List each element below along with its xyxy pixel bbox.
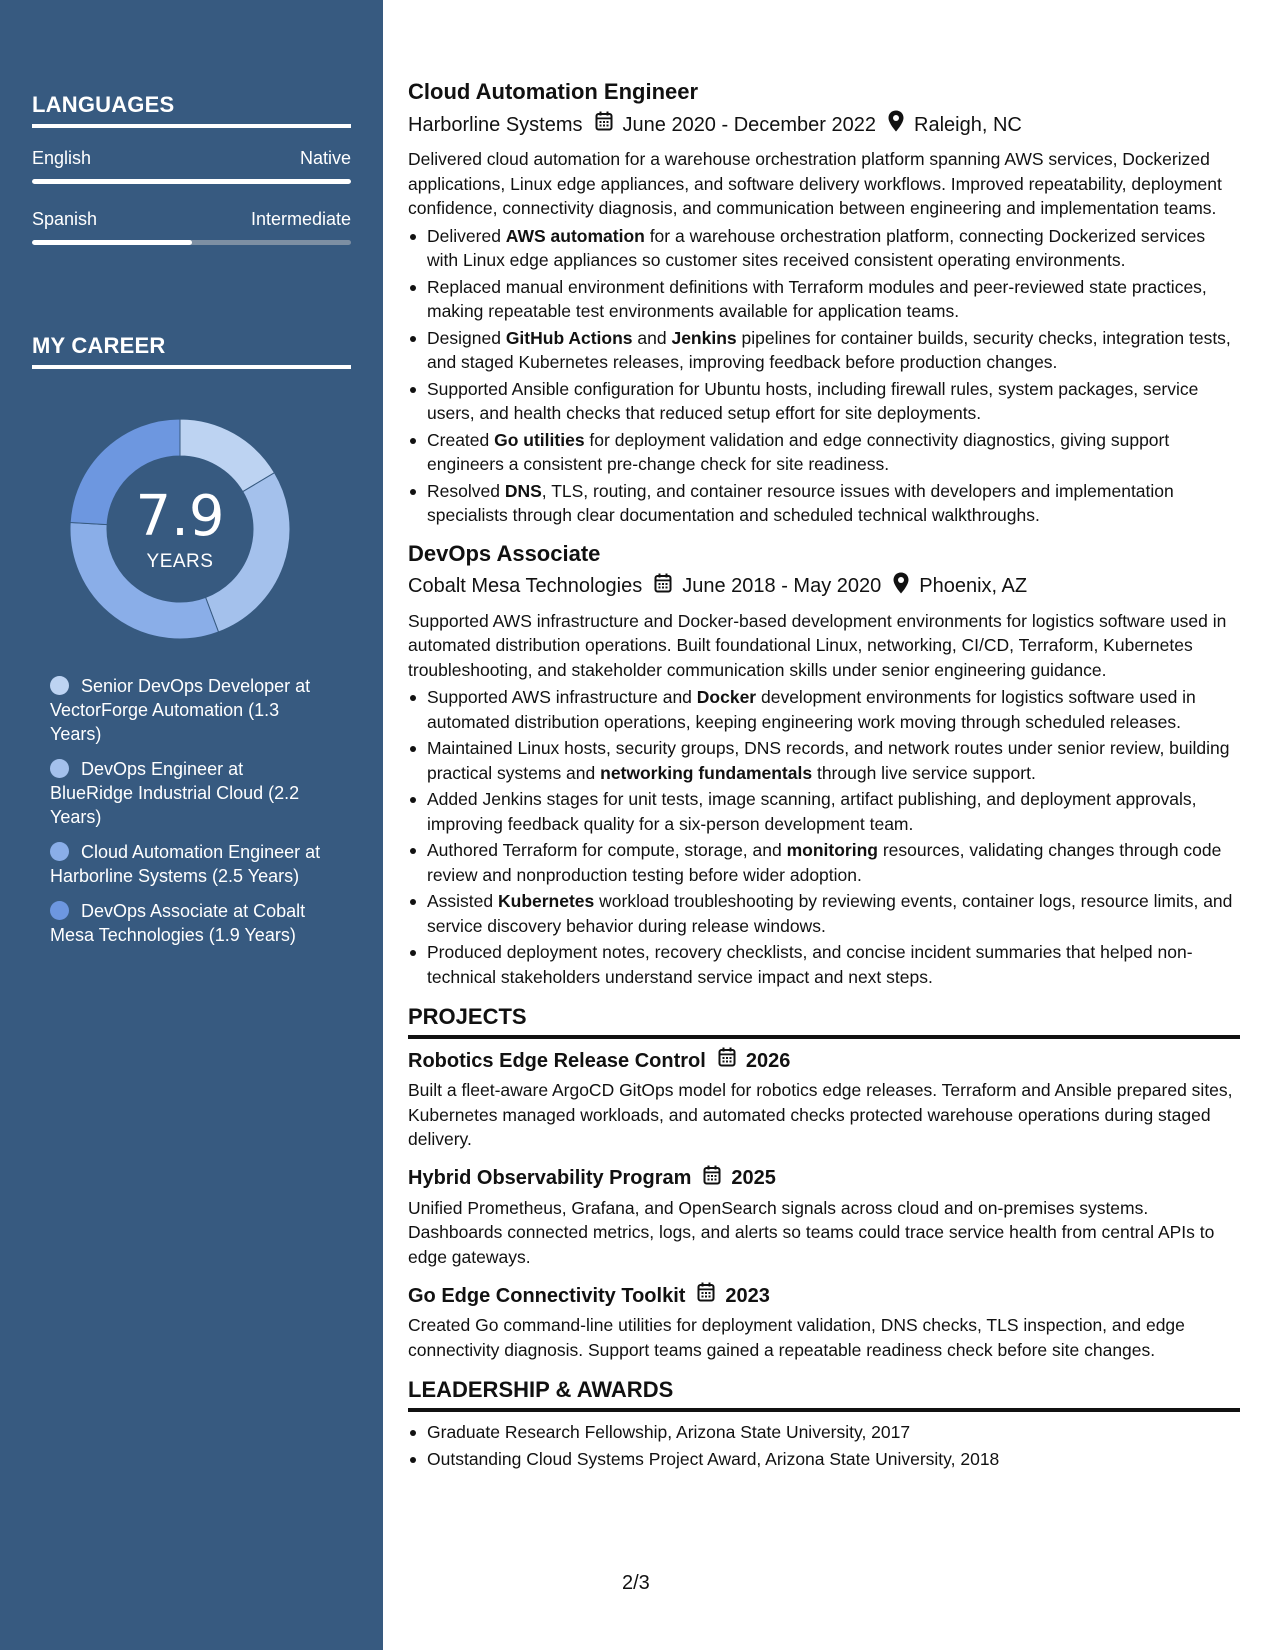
project-item	[408, 1165, 1240, 1270]
job-entry	[408, 540, 1240, 990]
language-item	[32, 148, 351, 184]
project-item	[408, 1282, 1240, 1362]
project-title: Hybrid Observability Program	[408, 1167, 692, 1189]
job-dates: June 2020 - December 2022	[622, 113, 877, 136]
calendar-icon	[697, 1282, 715, 1309]
projects-section	[408, 1003, 1240, 1362]
career-section	[32, 333, 351, 369]
leadership-item: Graduate Research Fellowship, Arizona State University, 2017	[408, 1420, 1240, 1445]
project-description: Created Go command-line utilities for deployment validation, DNS checks, TLS inspection, and edge connectivity diagnosis. Support teams gained a repeatable readiness check before site changes.	[408, 1315, 1185, 1360]
career-legend	[50, 674, 325, 958]
career-legend-item	[50, 757, 325, 829]
language-name: Spanish	[32, 209, 98, 229]
career-donut-chart	[65, 414, 295, 644]
job-bullet: Authored Terraform for compute, storage, and monitoring resources, validating changes through code review and nonproduction testing before wider adoption.	[408, 838, 1240, 887]
language-name: English	[32, 148, 92, 168]
project-year: 2026	[745, 1049, 791, 1072]
calendar-icon	[654, 573, 672, 600]
job-summary: Delivered cloud automation for a warehouse orchestration platform spanning AWS services, Dockerized applications, Linux edge appliances, and software delivery workflows. Improved repeatability, deployment confidence, connectivity diagnosis, and communication between engineering and implementation teams.	[408, 149, 1222, 218]
job-bullet: Assisted Kubernetes workload troubleshooting by reviewing events, container logs, resource limits, and service discovery behavior during release windows.	[408, 889, 1240, 938]
job-summary: Supported AWS infrastructure and Docker-based development environments for logistics software used in automated distribution operations. Built foundational Linux, networking, CI/CD, Terraform, Kubernetes troubleshooting, and stakeholder communication skills under senior engineering guidance.	[408, 610, 1227, 680]
job-bullet: Replaced manual environment definitions with Terraform modules and peer-reviewed state practices, making repeatable test environments available for application teams.	[408, 275, 1240, 324]
project-title-row	[408, 1047, 1240, 1074]
job-title: DevOps Associate	[408, 540, 601, 566]
job-bullets	[408, 685, 1240, 989]
project-year: 2025	[731, 1167, 776, 1189]
project-item	[408, 1047, 1240, 1152]
language-proficiency-fill	[32, 240, 192, 245]
page-number: 2/3	[622, 1572, 650, 1594]
legend-dot-icon	[50, 842, 69, 861]
job-bullet: Produced deployment notes, recovery checklists, and concise incident summaries that helped non-technical stakeholders understand service impact and next steps.	[408, 940, 1240, 989]
job-bullet: Created Go utilities for deployment validation and edge connectivity diagnostics, giving support engineers a consistent pre-change check for site readiness.	[408, 428, 1240, 477]
sidebar	[0, 0, 383, 1650]
leadership-list	[408, 1420, 1240, 1471]
career-legend-label: DevOps Associate at Cobalt Mesa Technologies (1.9 Years)	[50, 901, 306, 945]
career-legend-item	[50, 840, 325, 888]
project-title-row	[408, 1282, 1240, 1309]
career-heading: MY CAREER	[32, 333, 351, 369]
job-dates: June 2018 - May 2020	[682, 575, 882, 597]
job-bullet: Supported AWS infrastructure and Docker development environments for logistics software used in automated distribution operations, keeping engineering work moving through scheduled releases.	[408, 685, 1240, 734]
map-pin-icon	[893, 572, 909, 601]
project-description: Built a fleet-aware ArgoCD GitOps model for robotics edge releases. Terraform and Ansible prepared sites, Kubernetes managed workloads, and automated checks protected warehouse operations during staged delivery.	[408, 1080, 1233, 1149]
projects-heading: PROJECTS	[408, 1003, 1240, 1039]
job-title: Cloud Automation Engineer	[408, 79, 699, 104]
language-level: Native	[299, 148, 351, 168]
map-pin-icon	[888, 110, 904, 139]
project-description: Unified Prometheus, Grafana, and OpenSearch signals across cloud and on-premises systems. Dashboards connected metrics, logs, and alerts so teams could trace service health from central APIs to edge gateways.	[408, 1197, 1215, 1267]
job-company: Cobalt Mesa Technologies	[408, 575, 643, 597]
calendar-icon	[703, 1165, 721, 1192]
language-level: Intermediate	[250, 209, 351, 229]
project-title-row	[408, 1165, 1240, 1192]
language-proficiency-fill	[32, 179, 351, 184]
job-bullet: Delivered AWS automation for a warehouse orchestration platform, connecting Dockerized services with Linux edge appliances so customer sites received consistent operating environments.	[408, 224, 1240, 273]
career-legend-label: Cloud Automation Engineer at Harborline Systems (2.5 Years)	[50, 842, 321, 886]
project-title: Robotics Edge Release Control	[408, 1049, 706, 1072]
career-legend-item	[50, 674, 325, 746]
job-company: Harborline Systems	[408, 113, 583, 136]
legend-dot-icon	[50, 759, 69, 778]
project-title: Go Edge Connectivity Toolkit	[408, 1284, 686, 1307]
job-bullet: Added Jenkins stages for unit tests, image scanning, artifact publishing, and deployment approvals, improving feedback quality for a six-person development team.	[408, 787, 1240, 836]
job-bullets	[408, 224, 1240, 528]
leadership-section	[408, 1376, 1240, 1471]
career-total-value: 7.9	[135, 484, 225, 549]
job-meta	[408, 572, 1240, 601]
job-location: Phoenix, AZ	[919, 575, 1028, 597]
main-content	[408, 78, 1240, 1473]
career-legend-item	[50, 899, 325, 947]
project-year: 2023	[725, 1284, 770, 1307]
languages-heading: LANGUAGES	[32, 92, 351, 128]
legend-dot-icon	[50, 901, 69, 920]
leadership-item: Outstanding Cloud Systems Project Award, Arizona State University, 2018	[408, 1447, 1240, 1472]
career-legend-label: DevOps Engineer at BlueRidge Industrial Cloud (2.2 Years)	[50, 759, 300, 827]
language-proficiency-bar	[32, 240, 351, 245]
calendar-icon	[595, 111, 613, 138]
calendar-icon	[718, 1047, 736, 1074]
job-entry	[408, 78, 1240, 528]
career-total-unit: YEARS	[146, 551, 214, 572]
language-item	[32, 209, 351, 245]
leadership-heading: LEADERSHIP & AWARDS	[408, 1376, 1240, 1412]
job-bullet: Maintained Linux hosts, security groups, DNS records, and network routes under senior review, building practical systems and networking fundamentals through live service support.	[408, 736, 1240, 785]
languages-section	[32, 92, 351, 245]
legend-dot-icon	[50, 676, 69, 695]
job-bullet: Supported Ansible configuration for Ubuntu hosts, including firewall rules, system packages, service users, and health checks that reduced setup effort for site deployments.	[408, 377, 1240, 426]
language-proficiency-bar	[32, 179, 351, 184]
job-bullet: Resolved DNS, TLS, routing, and container resource issues with developers and implementation specialists through clear documentation and scheduled technical walkthroughs.	[408, 479, 1240, 528]
job-meta	[408, 110, 1240, 139]
job-bullet: Designed GitHub Actions and Jenkins pipelines for container builds, security checks, integration tests, and staged Kubernetes releases, improving feedback before production changes.	[408, 326, 1240, 375]
career-legend-label: Senior DevOps Developer at VectorForge Automation (1.3 Years)	[50, 676, 311, 744]
job-location: Raleigh, NC	[914, 113, 1022, 136]
career-total	[65, 414, 295, 644]
